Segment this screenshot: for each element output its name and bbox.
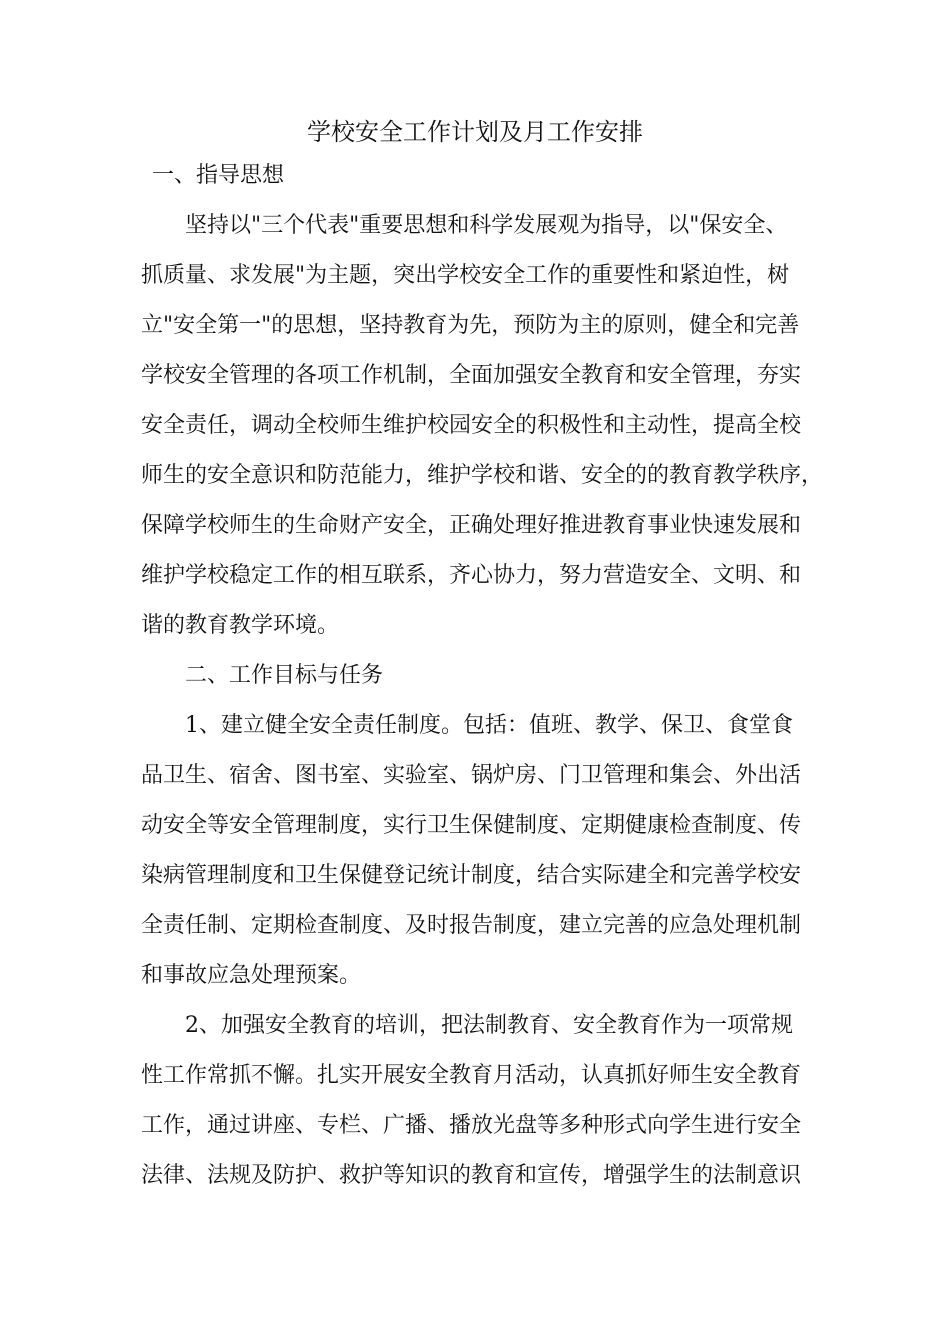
paragraph-line: 性工作常抓不懈。扎实开展安全教育月活动，认真抓好师生安全教育: [141, 1063, 802, 1088]
paragraph-line: 全责任制、定期检查制度、及时报告制度，建立完善的应急处理机制: [141, 913, 802, 938]
paragraph-line: 维护学校稳定工作的相互联系，齐心协力，努力营造安全、文明、和: [141, 563, 802, 588]
paragraph-line: 保障学校师生的生命财产安全，正确处理好推进教育事业快速发展和: [141, 513, 802, 538]
paragraph-line: 1、建立健全安全责任制度。包括：值班、教学、保卫、食堂食: [185, 713, 793, 738]
paragraph-line: 2、加强安全教育的培训，把法制教育、安全教育作为一项常规: [185, 1013, 793, 1038]
paragraph-line: 和事故应急处理预案。: [141, 963, 362, 988]
paragraph-line: 染病管理制度和卫生保健登记统计制度，结合实际建全和完善学校安: [141, 863, 802, 888]
paragraph-line: 安全责任，调动全校师生维护校园安全的积极性和主动性，提高全校: [141, 413, 802, 438]
paragraph-line: 动安全等安全管理制度，实行卫生保健制度、定期健康检查制度、传: [141, 813, 802, 838]
paragraph-line: 工作，通过讲座、专栏、广播、播放光盘等多种形式向学生进行安全: [141, 1113, 802, 1138]
document-title: 学校安全工作计划及月工作安排: [307, 118, 643, 146]
section-heading-guiding-ideology: 一、指导思想: [152, 163, 285, 188]
paragraph-line: 坚持以"三个代表"重要思想和科学发展观为指导，以"保安全、: [185, 213, 788, 238]
paragraph-line: 师生的安全意识和防范能力，维护学校和谐、安全的的教育教学秩序，: [141, 463, 824, 488]
paragraph-line: 法律、法规及防护、救护等知识的教育和宣传，增强学生的法制意识: [141, 1163, 802, 1188]
section-heading-goals-tasks: 二、工作目标与任务: [185, 663, 384, 688]
paragraph-line: 品卫生、宿舍、图书室、实验室、锅炉房、门卫管理和集会、外出活: [141, 763, 802, 788]
paragraph-line: 抓质量、求发展"为主题，突出学校安全工作的重要性和紧迫性，树: [141, 263, 790, 288]
paragraph-line: 立"安全第一"的思想，坚持教育为先，预防为主的原则，健全和完善: [141, 313, 800, 338]
paragraph-line: 谐的教育教学环境。: [141, 613, 340, 638]
paragraph-line: 学校安全管理的各项工作机制，全面加强安全教育和安全管理，夯实: [141, 363, 802, 388]
